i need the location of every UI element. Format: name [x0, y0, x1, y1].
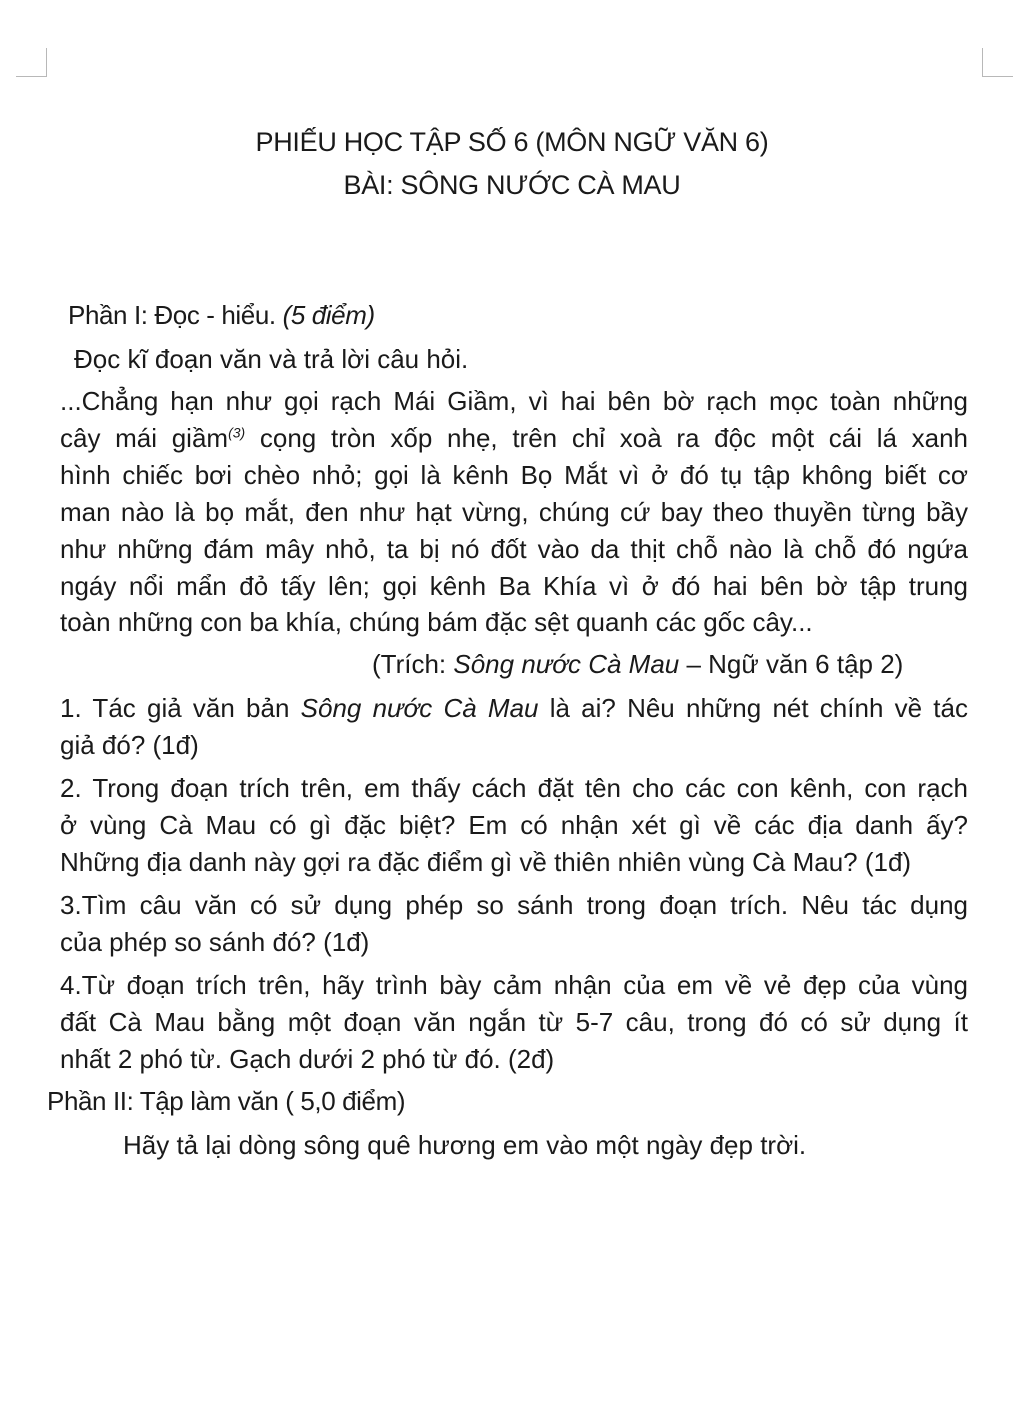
- question-4: 4.Từ đoạn trích trên, hãy trình bày cảm nhận của em về vẻ đẹp của vùng: [60, 970, 968, 1000]
- reading-instruction: Đọc kĩ đoạn văn và trả lời câu hỏi.: [74, 344, 469, 374]
- source-work-title: Sông nước Cà Mau: [453, 649, 680, 679]
- passage-line: man nào là bọ mắt, đen như hạt vừng, chúng cứ bay theo thuyền từng bầy: [60, 497, 968, 527]
- passage-line: ...Chẳng hạn như gọi rạch Mái Giầm, vì hai bên bờ rạch mọc toàn những: [60, 386, 968, 416]
- question-1: 1. Tác giả văn bản Sông nước Cà Mau là ai? Nêu những nét chính về tác: [60, 693, 968, 723]
- lesson-title: BÀI: SÔNG NƯỚC CÀ MAU: [343, 170, 681, 200]
- part1-label: Phần I: Đọc - hiểu.: [68, 300, 283, 330]
- question-2: 2. Trong đoạn trích trên, em thấy cách đặt tên cho các con kênh, con rạch: [60, 773, 968, 803]
- question-3: 3.Tìm câu văn có sử dụng phép so sánh trong đoạn trích. Nêu tác dụng: [60, 890, 968, 920]
- worksheet-title: PHIẾU HỌC TẬP SỐ 6 (MÔN NGỮ VĂN 6): [255, 127, 769, 157]
- passage-line: toàn những con ba khía, chúng bám đặc sệt quanh các gốc cây...: [60, 607, 813, 637]
- question-2: Những địa danh này gợi ra đặc điểm gì về thiên nhiên vùng Cà Mau? (1đ): [60, 847, 912, 877]
- question-4: nhất 2 phó từ. Gạch dưới 2 phó từ đó. (2đ): [60, 1044, 555, 1074]
- page-corner-mark-top-right: [982, 48, 1013, 77]
- passage-line: hình chiếc bơi chèo nhỏ; gọi là kênh Bọ Mắt vì ở đó tụ tập không biết cơ: [60, 460, 968, 490]
- question-4: đất Cà Mau bằng một đoạn văn ngắn từ 5-7 câu, trong đó có sử dụng ít: [60, 1007, 968, 1037]
- passage-line: như những đám mây nhỏ, ta bị nó đốt vào da thịt chỗ nào là chỗ đó ngứa: [60, 534, 968, 564]
- passage-line: ngáy nổi mẩn đỏ tấy lên; gọi kênh Ba Khía vì ở đó hai bên bờ tập trung: [60, 571, 968, 601]
- question-3: của phép so sánh đó? (1đ): [60, 927, 370, 957]
- part1-heading: [68, 297, 976, 333]
- essay-task: Hãy tả lại dòng sông quê hương em vào một ngày đẹp trời.: [123, 1130, 807, 1160]
- page-corner-mark-top-left: [16, 48, 47, 77]
- passage-line: cây mái giầm$^{(3)}$ cọng tròn xốp nhẹ, trên chỉ xoà ra độc một cái lá xanh: [60, 423, 968, 453]
- part1-points: (5 điểm): [282, 300, 375, 330]
- passage-source: (Trích: Sông nước Cà Mau – Ngữ văn 6 tập 2): [372, 649, 904, 679]
- question-2: ở vùng Cà Mau có gì đặc biệt? Em có nhận xét gì về các địa danh ấy?: [60, 810, 968, 840]
- part2-heading: Phần II: Tập làm văn ( 5,0 điểm): [47, 1086, 406, 1116]
- question-1: giả đó? (1đ): [60, 730, 199, 760]
- footnote-marker: (3): [228, 424, 246, 441]
